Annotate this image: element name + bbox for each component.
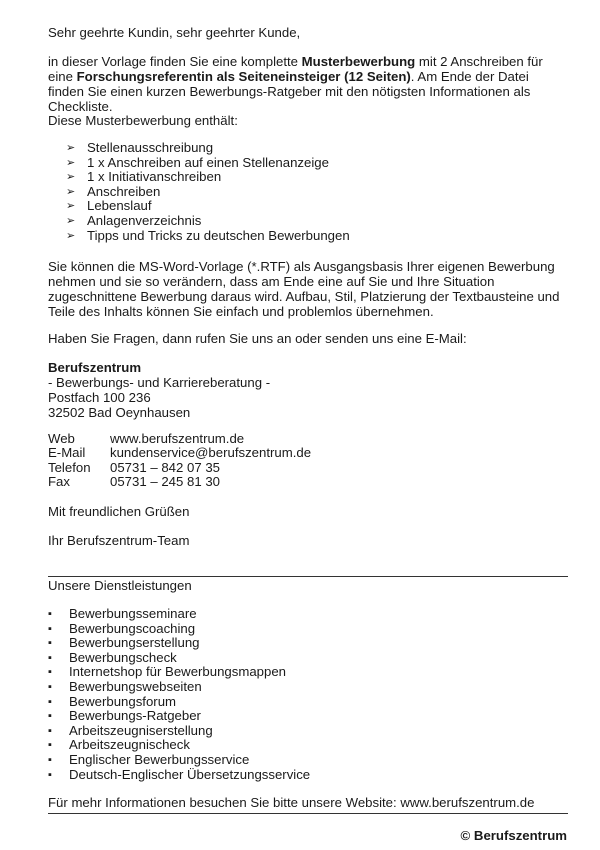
intro-paragraph — [48, 54, 568, 114]
square-bullet-icon: ▪ — [48, 651, 52, 664]
square-bullet-icon: ▪ — [48, 724, 52, 737]
copyright-notice: © Berufszentrum — [460, 828, 567, 843]
intro-text-3: . Am Ende der Datei finden Sie einen kurzen Bewerbungs-Ratgeber mit den nötigsten Informationen als Checkliste. — [48, 69, 531, 114]
list-item: ▪ Internetshop für Bewerbungsmappen — [48, 664, 287, 680]
square-bullet-icon: ▪ — [48, 680, 52, 693]
divider — [48, 813, 568, 814]
list-item: ▪ Deutsch-Englischer Übersetzungsservice — [48, 766, 311, 782]
contact-row-phone — [48, 461, 568, 475]
contact-row-fax — [48, 475, 568, 489]
contact-value-email[interactable]: kundenservice@berufszentrum.de — [110, 445, 312, 461]
services-heading: Unsere Dienstleistungen — [48, 578, 192, 593]
list-item: ▪ Bewerbungswebseiten — [48, 678, 202, 694]
list-item: ➢ Tipps und Tricks zu deutschen Bewerbungen — [66, 227, 350, 243]
square-bullet-icon: ▪ — [48, 739, 52, 752]
square-bullet-icon: ▪ — [48, 666, 52, 679]
list-item: ➢ Anlagenverzeichnis — [66, 212, 202, 228]
contact-label: Web — [48, 431, 75, 446]
services-list — [48, 607, 310, 782]
questions-paragraph: Haben Sie Fragen, dann rufen Sie uns an oder senden uns eine E-Mail: — [48, 331, 467, 346]
company-tagline: - Bewerbungs- und Karriereberatung - — [48, 375, 271, 390]
list-item: ➢ Anschreiben — [66, 183, 161, 199]
usage-paragraph: Sie können die MS-Word-Vorlage (*.RTF) als Ausgangsbasis Ihrer eigenen Bewerbung nehmen und sie so verändern, dass am Ende eine auf Sie und Ihre Situation zugeschnittene Bewerbung daraus wird. Aufbau, Stil, Platzierung der Textbausteine und Teile des Inhalts können Sie einfach und problemlos übernehmen. — [48, 259, 560, 319]
arrow-bullet-icon: ➢ — [66, 171, 76, 184]
contact-row-email — [48, 446, 568, 460]
list-item: ▪ Bewerbungsseminare — [48, 606, 197, 621]
list-item: ▪ Arbeitszeugnischeck — [48, 737, 190, 753]
square-bullet-icon: ▪ — [48, 710, 52, 723]
contact-block — [48, 432, 568, 490]
arrow-bullet-icon: ➢ — [66, 156, 76, 169]
contact-label: E-Mail — [48, 445, 86, 461]
list-item: ▪ Bewerbungscheck — [48, 649, 177, 665]
website-info: Für mehr Informationen besuchen Sie bitte unsere Website: www.berufszentrum.de — [48, 795, 535, 810]
company-name: Berufszentrum — [48, 360, 142, 375]
address-line-2: 32502 Bad Oeynhausen — [48, 405, 191, 420]
divider — [48, 576, 568, 577]
list-item: ▪ Bewerbungserstellung — [48, 635, 200, 651]
company-address — [48, 360, 568, 420]
contact-value-web[interactable]: www.berufszentrum.de — [110, 431, 245, 446]
square-bullet-icon: ▪ — [48, 768, 52, 781]
intro-text-1: in dieser Vorlage finden Sie eine komplette — [48, 54, 302, 69]
list-item: ➢ Stellenausschreibung — [66, 140, 214, 155]
contact-value-phone: 05731 – 842 07 35 — [110, 459, 221, 475]
closing: Mit freundlichen Grüßen — [48, 504, 190, 519]
list-item: ➢ 1 x Anschreiben auf einen Stellenanzeige — [66, 154, 329, 170]
contact-label: Telefon — [48, 459, 91, 475]
list-item: ▪ Arbeitszeugniserstellung — [48, 722, 213, 738]
square-bullet-icon: ▪ — [48, 695, 52, 708]
contents-list — [66, 141, 350, 243]
square-bullet-icon: ▪ — [48, 753, 52, 766]
intro-bold-position: Forschungsreferentin als Seiteneinsteiger (12 Seiten) — [76, 69, 411, 84]
arrow-bullet-icon: ➢ — [66, 142, 76, 154]
square-bullet-icon: ▪ — [48, 622, 52, 635]
arrow-bullet-icon: ➢ — [66, 185, 76, 198]
signature: Ihr Berufszentrum-Team — [48, 533, 190, 548]
salutation: Sehr geehrte Kundin, sehr geehrter Kunde, — [48, 25, 301, 40]
contact-row-web — [48, 432, 568, 446]
square-bullet-icon: ▪ — [48, 608, 52, 620]
square-bullet-icon: ▪ — [48, 637, 52, 650]
list-item: ▪ Englischer Bewerbungsservice — [48, 751, 250, 767]
list-item: ➢ Lebenslauf — [66, 198, 152, 214]
arrow-bullet-icon: ➢ — [66, 200, 76, 213]
arrow-bullet-icon: ➢ — [66, 229, 76, 242]
arrow-bullet-icon: ➢ — [66, 214, 76, 227]
list-item: ▪ Bewerbungsforum — [48, 693, 177, 709]
list-item: ▪ Bewerbungscoaching — [48, 620, 196, 636]
list-item: ▪ Bewerbungs-Ratgeber — [48, 708, 201, 724]
contents-heading: Diese Musterbewerbung enthält: — [48, 113, 238, 128]
list-item: ➢ 1 x Initiativanschreiben — [66, 169, 222, 185]
intro-text-2: mit 2 Anschreiben für eine — [48, 54, 543, 84]
contact-value-fax: 05731 – 245 81 30 — [110, 474, 221, 490]
contact-label: Fax — [48, 474, 70, 490]
address-line-1: Postfach 100 236 — [48, 390, 151, 405]
intro-bold-musterbewerbung: Musterbewerbung — [301, 54, 416, 69]
